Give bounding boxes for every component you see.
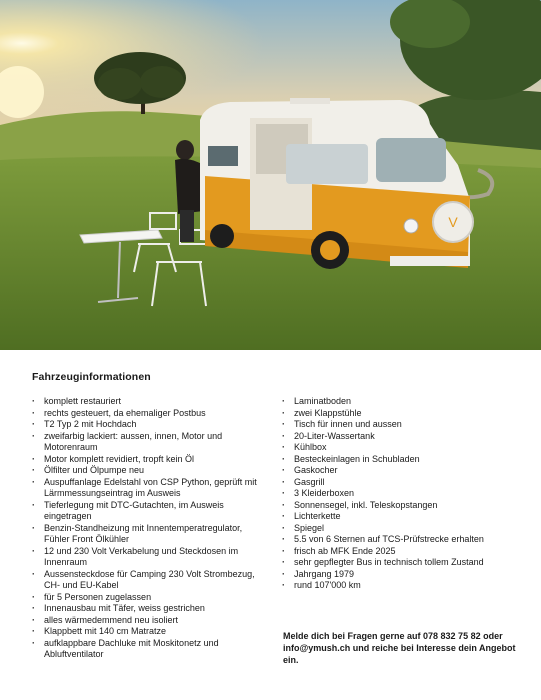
list-item: · 12 und 230 Volt Verkabelung und Steckdosen im Innenraum bbox=[32, 546, 262, 569]
list-item: · frisch ab MFK Ende 2025 bbox=[282, 546, 512, 558]
list-item: · zweifarbig lackiert: aussen, innen, Motor und Motorenraum bbox=[32, 431, 262, 454]
list-item: · Benzin-Standheizung mit Innentemperatregulator, Fühler Front Ölkühler bbox=[32, 523, 262, 546]
list-item: · aufklappbare Dachluke mit Moskitonetz und Abluftventilator bbox=[32, 638, 262, 661]
svg-text:V: V bbox=[448, 214, 458, 230]
list-item: · Ölfilter und Ölpumpe neu bbox=[32, 465, 262, 477]
list-item: · Laminatboden bbox=[282, 396, 512, 408]
list-item: · zwei Klappstühle bbox=[282, 408, 512, 420]
list-item: · Gasgrill bbox=[282, 477, 512, 489]
list-item: · rechts gesteuert, da ehemaliger Postbus bbox=[32, 408, 262, 420]
list-item: · für 5 Personen zugelassen bbox=[32, 592, 262, 604]
contact-note: Melde dich bei Fragen gerne auf 078 832 75 82 oder info@ymush.ch und reiche bei Interesse dein Angebot ein. bbox=[283, 631, 516, 665]
list-item: · Sonnensegel, inkl. Teleskopstangen bbox=[282, 500, 512, 512]
list-item: · sehr gepflegter Bus in technisch tollem Zustand bbox=[282, 557, 512, 569]
feature-list-left bbox=[32, 396, 262, 661]
list-item: · alles wärmedemmend neu isoliert bbox=[32, 615, 262, 627]
vehicle-info-section bbox=[0, 350, 541, 700]
list-item: · Tieferlegung mit DTC-Gutachten, im Ausweis eingetragen bbox=[32, 500, 262, 523]
list-item: · Klappbett mit 140 cm Matratze bbox=[32, 626, 262, 638]
list-item: · 20-Liter-Wassertank bbox=[282, 431, 512, 443]
list-item: · Aussensteckdose für Camping 230 Volt Strombezug, CH- und EU-Kabel bbox=[32, 569, 262, 592]
list-item: · 3 Kleiderboxen bbox=[282, 488, 512, 500]
list-item: · Auspuffanlage Edelstahl von CSP Python, geprüft mit Lärmmessungseintrag im Ausweis bbox=[32, 477, 262, 500]
list-item: · Innenausbau mit Täfer, weiss gestrichen bbox=[32, 603, 262, 615]
list-item: · rund 107'000 km bbox=[282, 580, 512, 592]
list-item: · Tisch für innen und aussen bbox=[282, 419, 512, 431]
list-item: · komplett restauriert bbox=[32, 396, 262, 408]
list-item: · Lichterkette bbox=[282, 511, 512, 523]
list-item: · T2 Typ 2 mit Hochdach bbox=[32, 419, 262, 431]
list-item: · Gaskocher bbox=[282, 465, 512, 477]
list-item: · Jahrgang 1979 bbox=[282, 569, 512, 581]
list-item: · Spiegel bbox=[282, 523, 512, 535]
section-heading: Fahrzeuginformationen bbox=[32, 371, 151, 383]
list-item: · Kühlbox bbox=[282, 442, 512, 454]
list-item: · Besteckeinlagen in Schubladen bbox=[282, 454, 512, 466]
list-item: · Motor komplett revidiert, tropft kein Öl bbox=[32, 454, 262, 466]
list-item: · 5.5 von 6 Sternen auf TCS-Prüfstrecke erhalten bbox=[282, 534, 512, 546]
feature-list-right bbox=[282, 396, 512, 592]
